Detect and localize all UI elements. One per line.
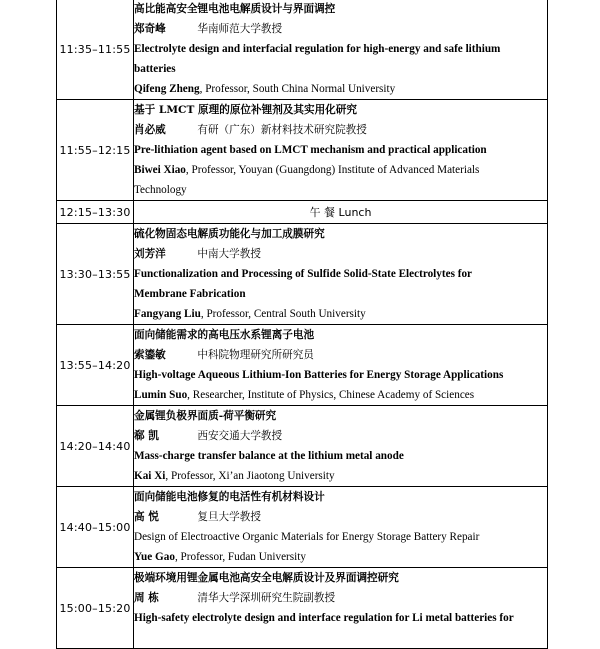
cn-speaker: [134, 345, 547, 365]
en-speaker-affiliation: , Professor, Youyan (Guangdong) Institute of Advanced Materials: [185, 164, 480, 176]
en-speaker: [134, 304, 547, 324]
cn-speaker: [134, 244, 547, 264]
cn-speaker-affiliation: 中科院物理研究所研究员: [197, 349, 314, 361]
cn-speaker-affiliation: 西安交通大学教授: [197, 430, 283, 442]
cn-speaker-name: 刘芳洋: [134, 248, 166, 260]
cn-talk-title: 金属锂负极界面质-荷平衡研究: [134, 410, 277, 422]
en-speaker-affiliation: , Professor, South China Normal University: [199, 83, 396, 95]
spacer: [134, 628, 547, 648]
cn-speaker-affiliation: 有研（广东）新材料技术研究院教授: [197, 124, 367, 136]
session-row: [57, 100, 548, 201]
cn-speaker-name: 肖必威: [134, 124, 166, 136]
en-talk-title-line: Membrane Fabrication: [134, 288, 246, 300]
cn-speaker: [134, 120, 547, 140]
cn-speaker-affiliation: 中南大学教授: [197, 248, 261, 260]
session-row: [57, 325, 548, 406]
en-talk-title-line: Functionalization and Processing of Sulfide Solid-State Electrolytes for: [134, 268, 473, 280]
en-speaker: [134, 466, 547, 486]
en-talk-title-line: Pre-lithiation agent based on LMCT mechanism and practical application: [134, 144, 487, 156]
cn-talk-title: 基于 LMCT 原理的原位补锂剂及其实用化研究: [134, 104, 357, 116]
session-time: 14:40–15:00: [57, 487, 134, 568]
en-speaker-name: Qifeng Zheng: [134, 83, 200, 95]
session-content: [134, 100, 548, 201]
en-speaker: [134, 385, 547, 405]
session-row: [57, 568, 548, 649]
session-content: [134, 224, 548, 325]
en-speaker-name: Kai Xi: [134, 470, 166, 482]
cn-speaker-name: 高 悦: [134, 511, 159, 523]
en-speaker-name: Yue Gao: [134, 551, 175, 563]
en-speaker: [134, 79, 547, 99]
en-speaker-affiliation: , Researcher, Institute of Physics, Chinese Academy of Sciences: [187, 389, 475, 401]
session-time: 13:30–13:55: [57, 224, 134, 325]
session-time: 11:55–12:15: [57, 100, 134, 201]
session-row: [57, 487, 548, 568]
cn-speaker-name: 索鎏敏: [134, 349, 166, 361]
lunch-row: [57, 201, 548, 224]
schedule-table: [56, 0, 548, 649]
en-speaker-affiliation: , Professor, Xi’an Jiaotong University: [165, 470, 335, 482]
session-row: [57, 224, 548, 325]
cn-speaker: [134, 426, 547, 446]
cn-speaker: [134, 19, 547, 39]
session-time: 11:35–11:55: [57, 0, 134, 100]
session-time: 14:20–14:40: [57, 406, 134, 487]
session-time: 15:00–15:20: [57, 568, 134, 649]
cn-talk-title: 极端环境用锂金属电池高安全电解质设计及界面调控研究: [134, 572, 399, 584]
lunch-label: 午 餐 Lunch: [134, 201, 548, 224]
session-content: [134, 487, 548, 568]
en-speaker: [134, 160, 547, 180]
cn-talk-title: 面向储能需求的高电压水系锂离子电池: [134, 329, 315, 341]
en-talk-title-line: Electrolyte design and interfacial regulation for high-energy and safe lithium: [134, 43, 501, 55]
en-talk-title-line: High-safety electrolyte design and interface regulation for Li metal batteries for: [134, 612, 514, 624]
en-talk-title-line: batteries: [134, 63, 176, 75]
session-content: [134, 325, 548, 406]
en-speaker-affiliation: , Professor, Central South University: [200, 308, 366, 320]
session-time: 13:55–14:20: [57, 325, 134, 406]
cn-speaker-name: 郑奇峰: [134, 23, 166, 35]
en-talk-title-line: Mass-charge transfer balance at the lithium metal anode: [134, 450, 404, 462]
cn-talk-title: 硫化物固态电解质功能化与加工成膜研究: [134, 228, 325, 240]
session-content: [134, 568, 548, 649]
cn-speaker: [134, 507, 547, 527]
en-speaker-name: Fangyang Liu: [134, 308, 201, 320]
session-row: [57, 0, 548, 100]
cn-talk-title: 面向储能电池修复的电活性有机材料设计: [134, 491, 325, 503]
en-speaker: [134, 547, 547, 567]
en-talk-title-line: High-voltage Aqueous Lithium-Ion Batteries for Energy Storage Applications: [134, 369, 504, 381]
en-speaker-affiliation: , Professor, Fudan University: [174, 551, 306, 563]
en-speaker-name: Biwei Xiao: [134, 164, 186, 176]
en-talk-title-line: Design of Electroactive Organic Materials for Energy Storage Battery Repair: [134, 531, 480, 543]
cn-speaker-affiliation: 华南师范大学教授: [197, 23, 283, 35]
session-content: [134, 0, 548, 100]
cn-talk-title: 高比能高安全锂电池电解质设计与界面调控: [134, 3, 336, 15]
cn-speaker-affiliation: 复旦大学教授: [197, 511, 261, 523]
cn-speaker-name: 郗 凯: [134, 430, 159, 442]
session-content: [134, 406, 548, 487]
cn-speaker-name: 周 栋: [134, 592, 159, 604]
en-speaker-affiliation-cont: Technology: [134, 184, 187, 196]
en-speaker-name: Lumin Suo: [134, 389, 188, 401]
session-time: 12:15–13:30: [57, 201, 134, 224]
session-row: [57, 406, 548, 487]
cn-speaker-affiliation: 清华大学深圳研究生院副教授: [197, 592, 336, 604]
cn-speaker: [134, 588, 547, 608]
